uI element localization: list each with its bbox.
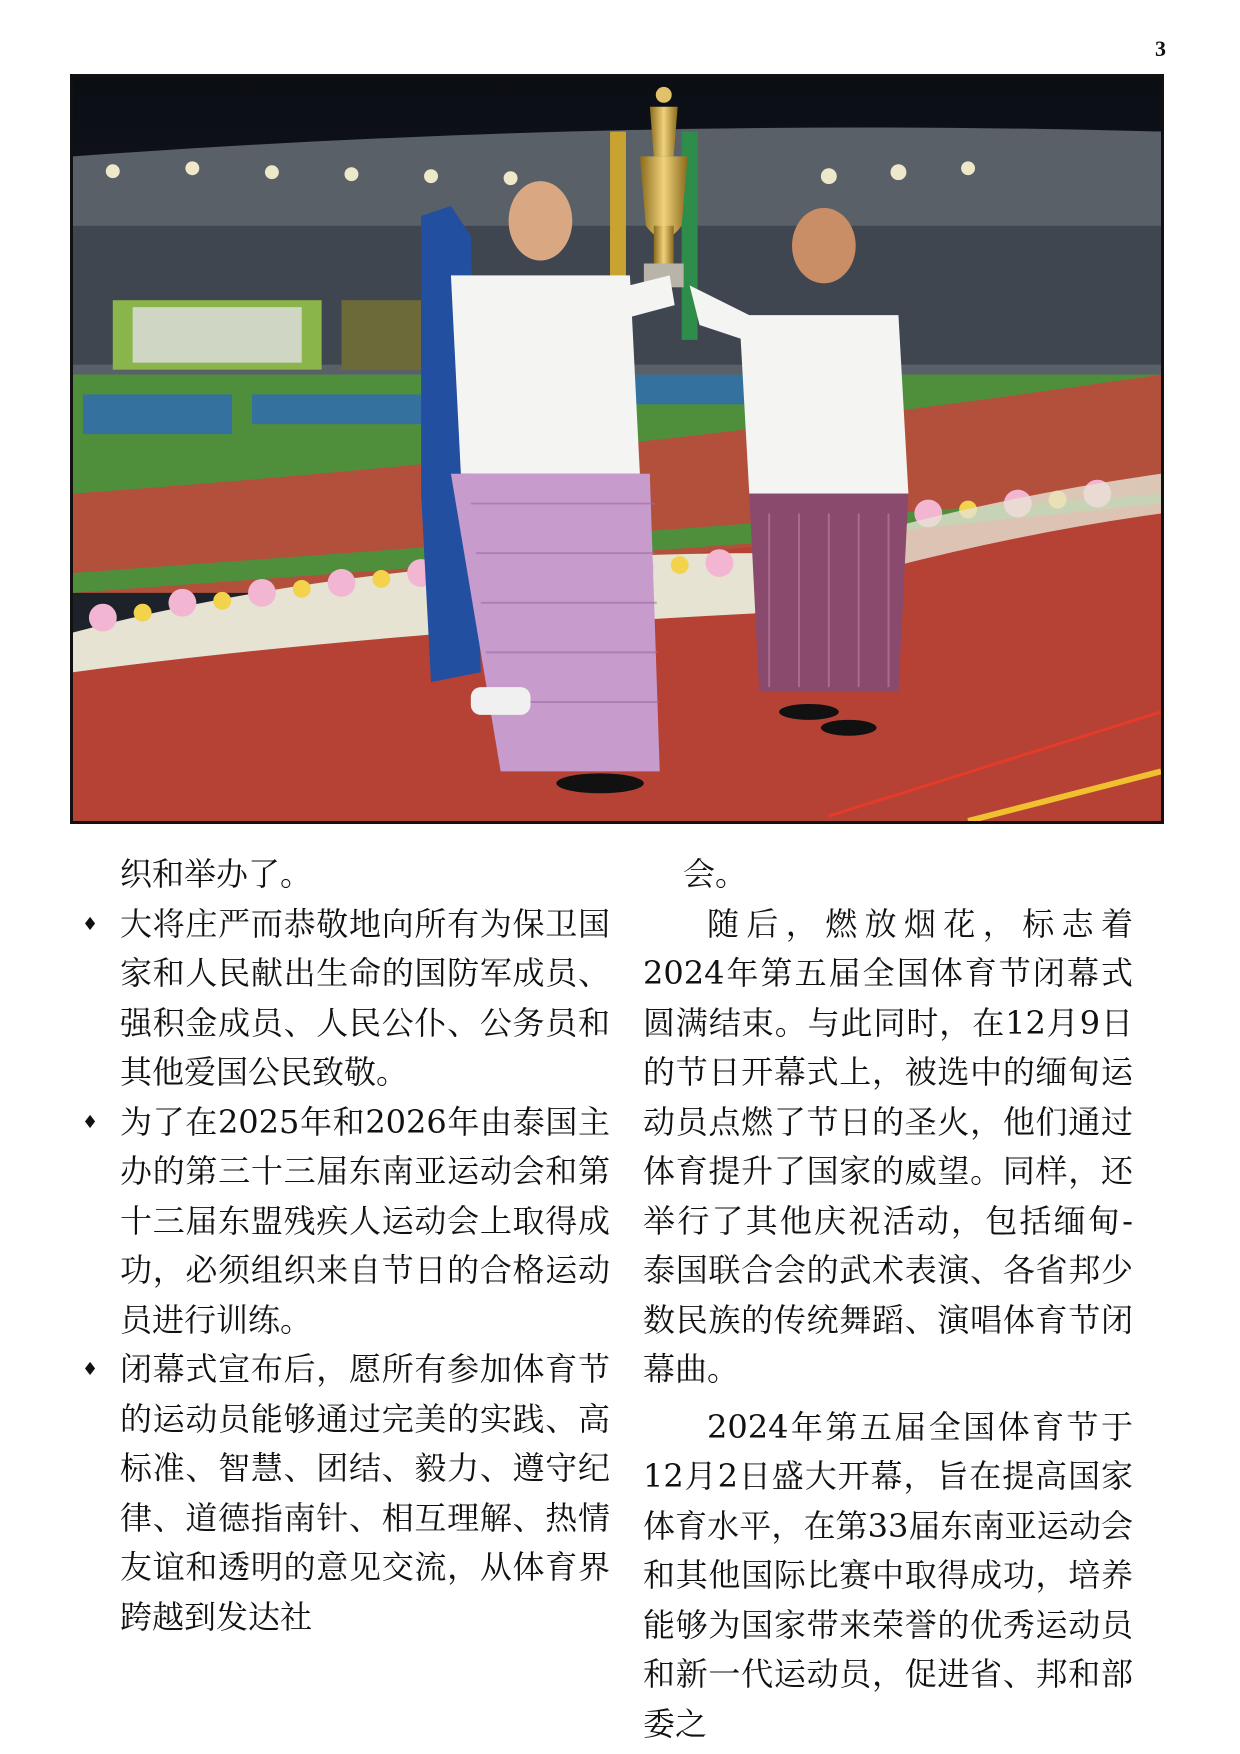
left-column xyxy=(82,850,610,1642)
bullet-item xyxy=(82,1098,610,1346)
bullet-text: 大将庄严而恭敬地向所有为保卫国家和人民献出生命的国防军成员、强积金成员、人民公仆、公务员和其他爱国公民致敬。 xyxy=(120,904,610,1091)
bullet-item xyxy=(82,1345,610,1642)
diamond-bullet-icon: ♦ xyxy=(82,1359,99,1380)
bullet-list xyxy=(82,900,610,1643)
page-number: 3 xyxy=(1155,36,1166,61)
bullet-text: 闭幕式宣布后，愿所有参加体育节的运动员能够通过完美的实践、高标准、智慧、团结、毅力、遵守纪律、道德指南针、相互理解、热情友谊和透明的意见交流，从体育界跨越到发达社 xyxy=(120,1350,610,1636)
trophy-ceremony-photo xyxy=(70,74,1164,824)
body-paragraph: 随后，燃放烟花，标志着2024年第五届全国体育节闭幕式圆满结束。与此同时，在12月9日的节日开幕式上，被选中的缅甸运动员点燃了节日的圣火，他们通过体育提升了国家的威望。同样，还举行了其他庆祝活动，包括缅甸-泰国联合会的武术表演、各省邦少数民族的传统舞蹈、演唱体育节闭幕曲。 xyxy=(643,904,1133,1388)
continuation-text: 会。 xyxy=(683,855,748,893)
body-paragraph: 2024年第五届全国体育节于12月2日盛大开幕，旨在提高国家体育水平，在第33届东南亚运动会和其他国际比赛中取得成功，培养能够为国家带来荣誉的优秀运动员和新一代运动员，促进省、邦和部委之 xyxy=(643,1407,1133,1743)
continuation-text: 织和举办了。 xyxy=(120,855,313,893)
bullet-text: 为了在2025年和2026年由泰国主办的第三十三届东南亚运动会和第十三届东盟残疾人运动会上取得成功，必须组织来自节日的合格运动员进行训练。 xyxy=(120,1102,610,1339)
right-column xyxy=(643,850,1133,1749)
diamond-bullet-icon: ♦ xyxy=(82,1111,99,1133)
diamond-bullet-icon: ♦ xyxy=(82,913,99,935)
bullet-item xyxy=(82,900,610,1098)
